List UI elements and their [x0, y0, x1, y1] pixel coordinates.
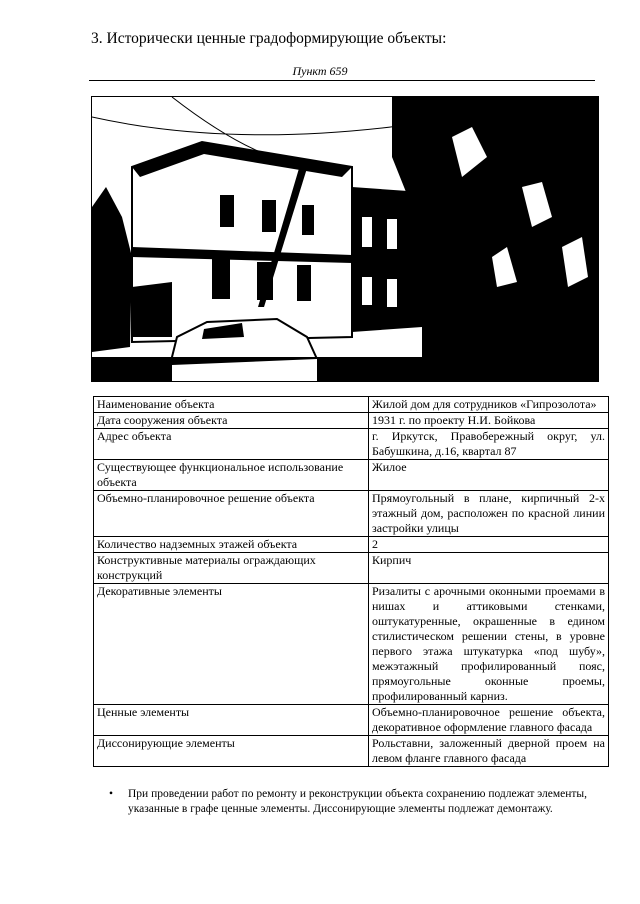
bullet-icon: • — [109, 788, 114, 800]
row-label: Объемно-планировочное решение объекта — [94, 491, 369, 537]
row-label: Наименование объекта — [94, 397, 369, 413]
row-label: Адрес объекта — [94, 429, 369, 460]
item-number: Пункт 659 — [292, 64, 348, 78]
table-row — [94, 553, 609, 584]
table-row — [94, 491, 609, 537]
row-value: Жилой дом для сотрудников «Гипрозолота» — [369, 397, 609, 413]
table-row — [94, 705, 609, 736]
row-value: г. Иркутск, Правобережный округ, ул. Бабушкина, д.16, квартал 87 — [369, 429, 609, 460]
note-text: При проведении работ по ремонту и реконструкции объекта сохранению подлежат элементы, указанные в графе ценные элементы. Диссонирующие элементы подлежат демонтажу. — [128, 788, 588, 815]
row-value: 1931 г. по проекту Н.И. Бойкова — [369, 413, 609, 429]
row-value: Объемно-планировочное решение объекта, декоративное оформление главного фасада — [369, 705, 609, 736]
table-row — [94, 460, 609, 491]
table-row — [94, 429, 609, 460]
table-row — [94, 537, 609, 553]
row-label: Количество надземных этажей объекта — [94, 537, 369, 553]
table-row — [94, 736, 609, 767]
row-value: Прямоугольный в плане, кирпичный 2-х этажный дом, расположен по красной линии застройки улицы — [369, 491, 609, 537]
row-value: Жилое — [369, 460, 609, 491]
row-label: Диссонирующие элементы — [94, 736, 369, 767]
row-value: 2 — [369, 537, 609, 553]
table-row — [94, 584, 609, 705]
row-label: Конструктивные материалы ограждающих конструкций — [94, 553, 369, 584]
row-value: Кирпич — [369, 553, 609, 584]
section-heading: 3. Исторически ценные градоформирующие объекты: — [91, 30, 447, 47]
object-info-table — [93, 396, 609, 767]
row-value: Рольставни, заложенный дверной проем на левом фланге главного фасада — [369, 736, 609, 767]
row-label: Дата сооружения объекта — [94, 413, 369, 429]
building-photo — [91, 96, 599, 382]
table-row — [94, 397, 609, 413]
row-label: Декоративные элементы — [94, 584, 369, 705]
preservation-note — [109, 787, 589, 817]
row-label: Ценные элементы — [94, 705, 369, 736]
divider-line — [89, 80, 595, 81]
table-row — [94, 413, 609, 429]
row-value: Ризалиты с арочными оконными проемами в нишах и аттиковыми стенками, оштукатуренные, окрашенные в едином стилистическом решении стены, в уровне первого этажа штукатурка «под шубу», межэтажный профилированный пояс, прямоугольные оконные проемы, профилированный карниз. — [369, 584, 609, 705]
row-label: Существующее функциональное использование объекта — [94, 460, 369, 491]
